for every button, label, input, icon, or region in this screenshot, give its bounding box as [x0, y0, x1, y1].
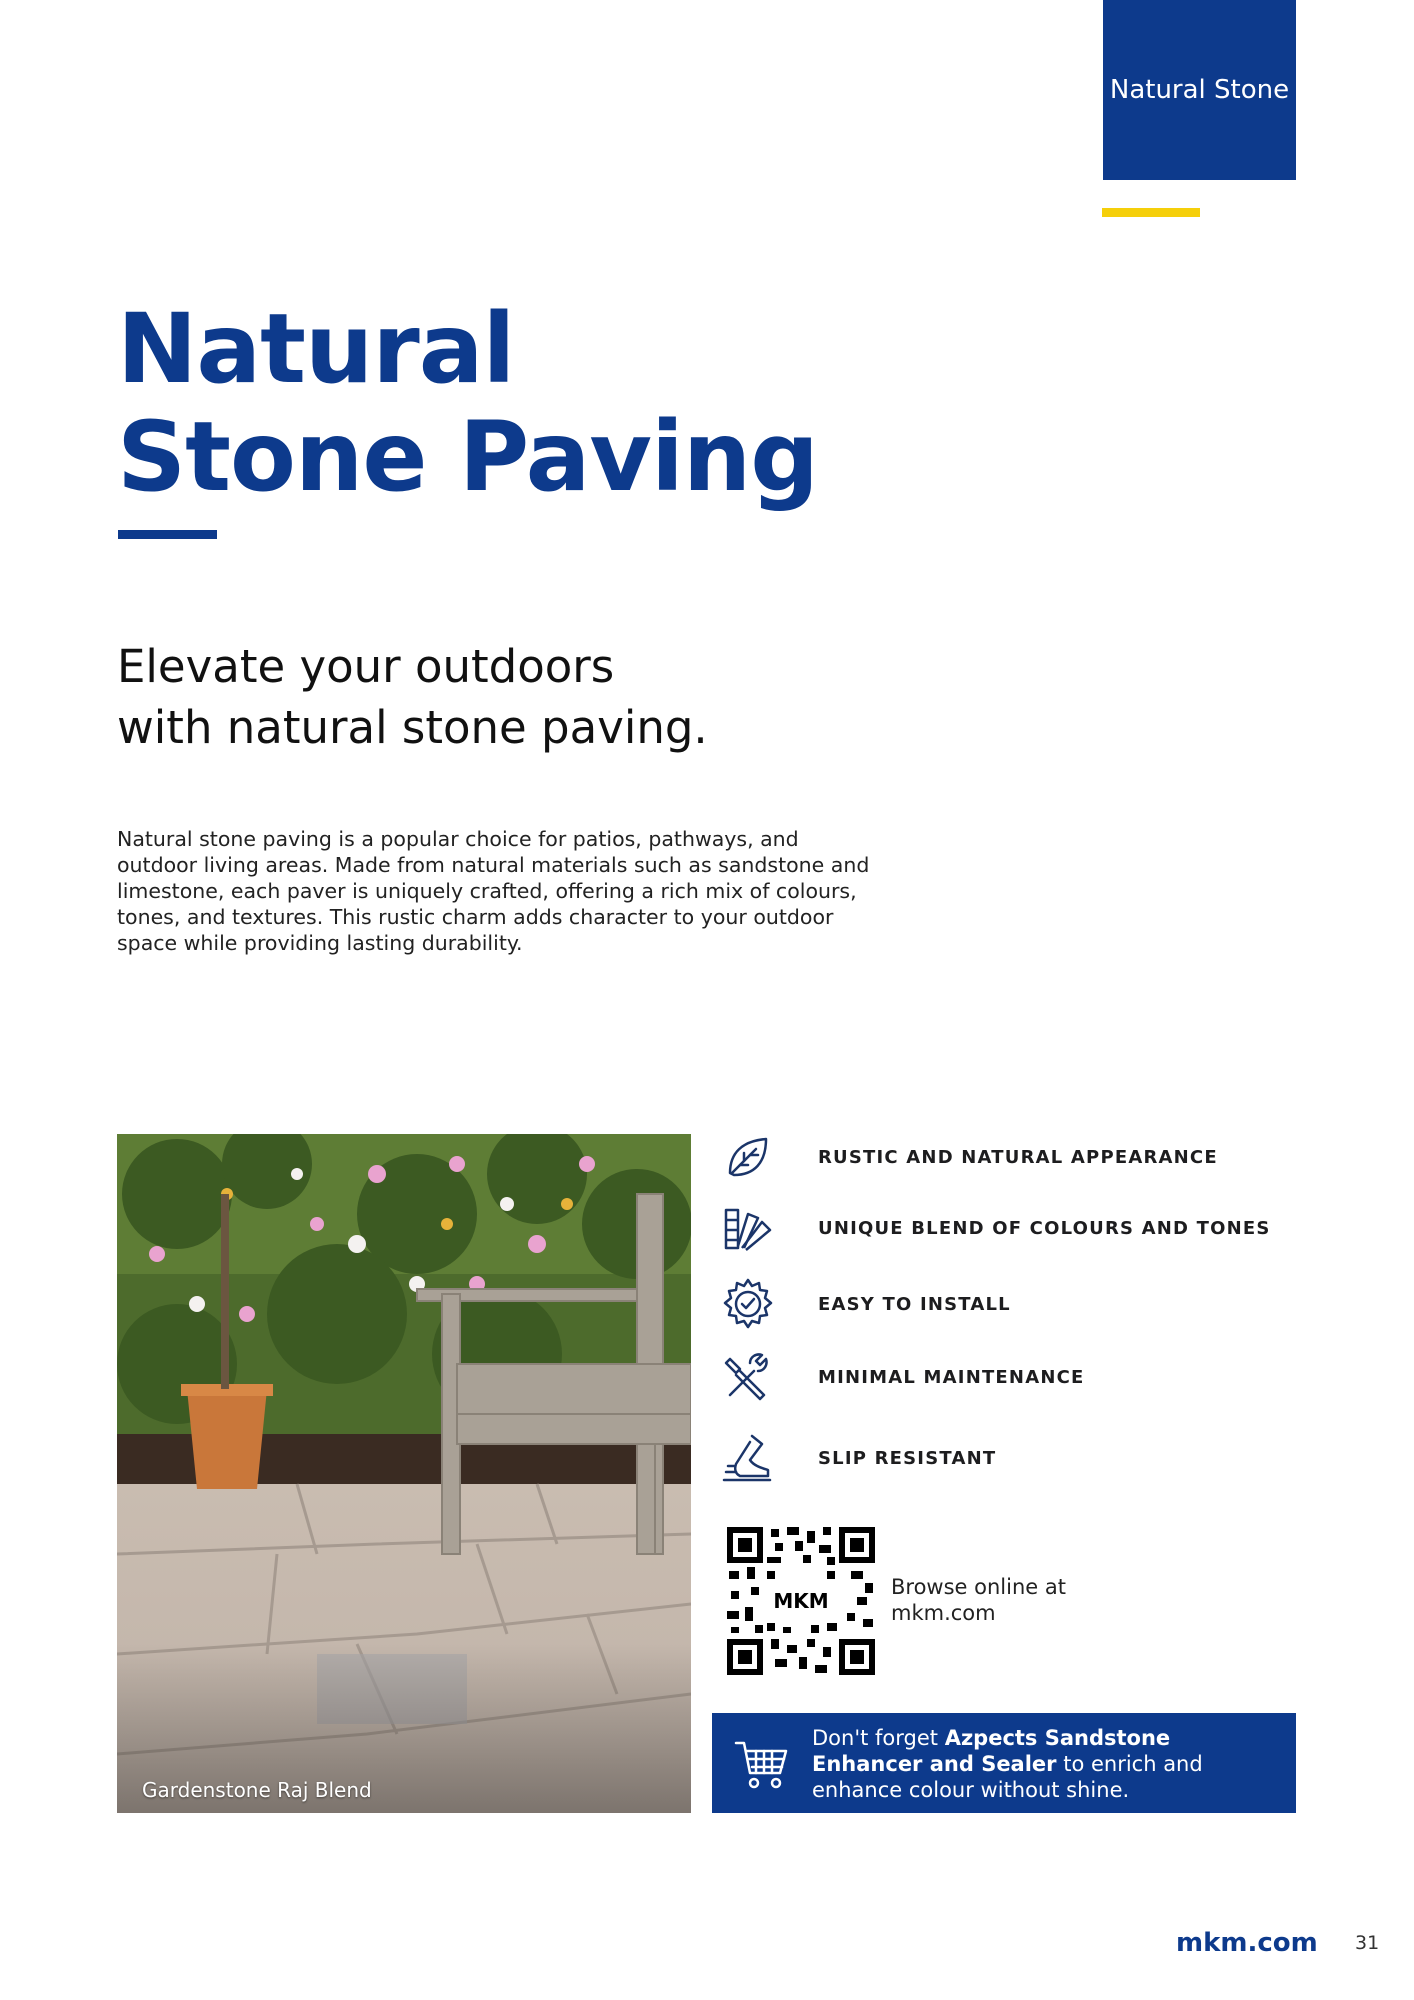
feature-item: [720, 1127, 1320, 1187]
shopping-cart-icon: [732, 1733, 792, 1793]
subheading-line-2: with natural stone paving.: [117, 701, 708, 754]
intro-line: space while providing lasting durability.: [117, 931, 523, 955]
promo-prefix: Don't forget: [812, 1726, 945, 1750]
photo-caption: Gardenstone Raj Blend: [142, 1778, 372, 1802]
subheading: [117, 636, 917, 758]
shoe-step-icon: [720, 1430, 776, 1486]
promo-product: Azpects Sandstone Enhancer and Sealer: [812, 1726, 1171, 1776]
product-photo: [117, 1134, 691, 1813]
browse-line-1: Browse online at: [891, 1575, 1066, 1599]
wrench-screwdriver-icon: [720, 1349, 776, 1405]
section-tab-label: Natural Stone: [1109, 75, 1290, 105]
browse-online: [891, 1574, 1066, 1626]
page-title: [117, 295, 917, 511]
subheading-line-1: Elevate your outdoors: [117, 640, 615, 693]
page-title-line-2: Stone Paving: [117, 401, 818, 513]
page-number: 31: [1355, 1932, 1380, 1954]
browse-link[interactable]: mkm.com: [891, 1601, 996, 1625]
feature-item: [720, 1347, 1320, 1407]
feature-item: [720, 1198, 1320, 1258]
feature-label: RUSTIC AND NATURAL APPEARANCE: [818, 1146, 1218, 1168]
feature-item: [720, 1274, 1320, 1334]
intro-line: tones, and textures. This rustic charm adds character to your outdoor: [117, 905, 834, 929]
gear-check-icon: [720, 1276, 776, 1332]
title-divider: [118, 530, 217, 539]
feature-label: EASY TO INSTALL: [818, 1293, 1011, 1315]
leaf-icon: [720, 1129, 776, 1185]
promo-suffix: to enrich and enhance colour without shine.: [812, 1752, 1203, 1802]
intro-line: outdoor living areas. Made from natural materials such as sandstone and: [117, 853, 870, 877]
promo-text: [812, 1725, 1282, 1803]
colour-swatch-fan-icon: [720, 1200, 776, 1256]
feature-item: [720, 1428, 1320, 1488]
qr-code[interactable]: [727, 1527, 875, 1675]
section-tab: [1103, 0, 1296, 180]
footer-website[interactable]: mkm.com: [1176, 1928, 1318, 1958]
page-title-line-1: Natural: [117, 293, 515, 405]
feature-label: SLIP RESISTANT: [818, 1447, 997, 1469]
qr-center-label: MKM: [773, 1589, 829, 1613]
promo-banner: [712, 1713, 1296, 1813]
intro-paragraph: [117, 826, 897, 956]
section-tab-accent: [1102, 208, 1200, 217]
intro-line: Natural stone paving is a popular choice for patios, pathways, and: [117, 827, 799, 851]
feature-label: UNIQUE BLEND OF COLOURS AND TONES: [818, 1217, 1271, 1239]
intro-line: limestone, each paver is uniquely crafted, offering a rich mix of colours,: [117, 879, 857, 903]
feature-label: MINIMAL MAINTENANCE: [818, 1366, 1085, 1388]
